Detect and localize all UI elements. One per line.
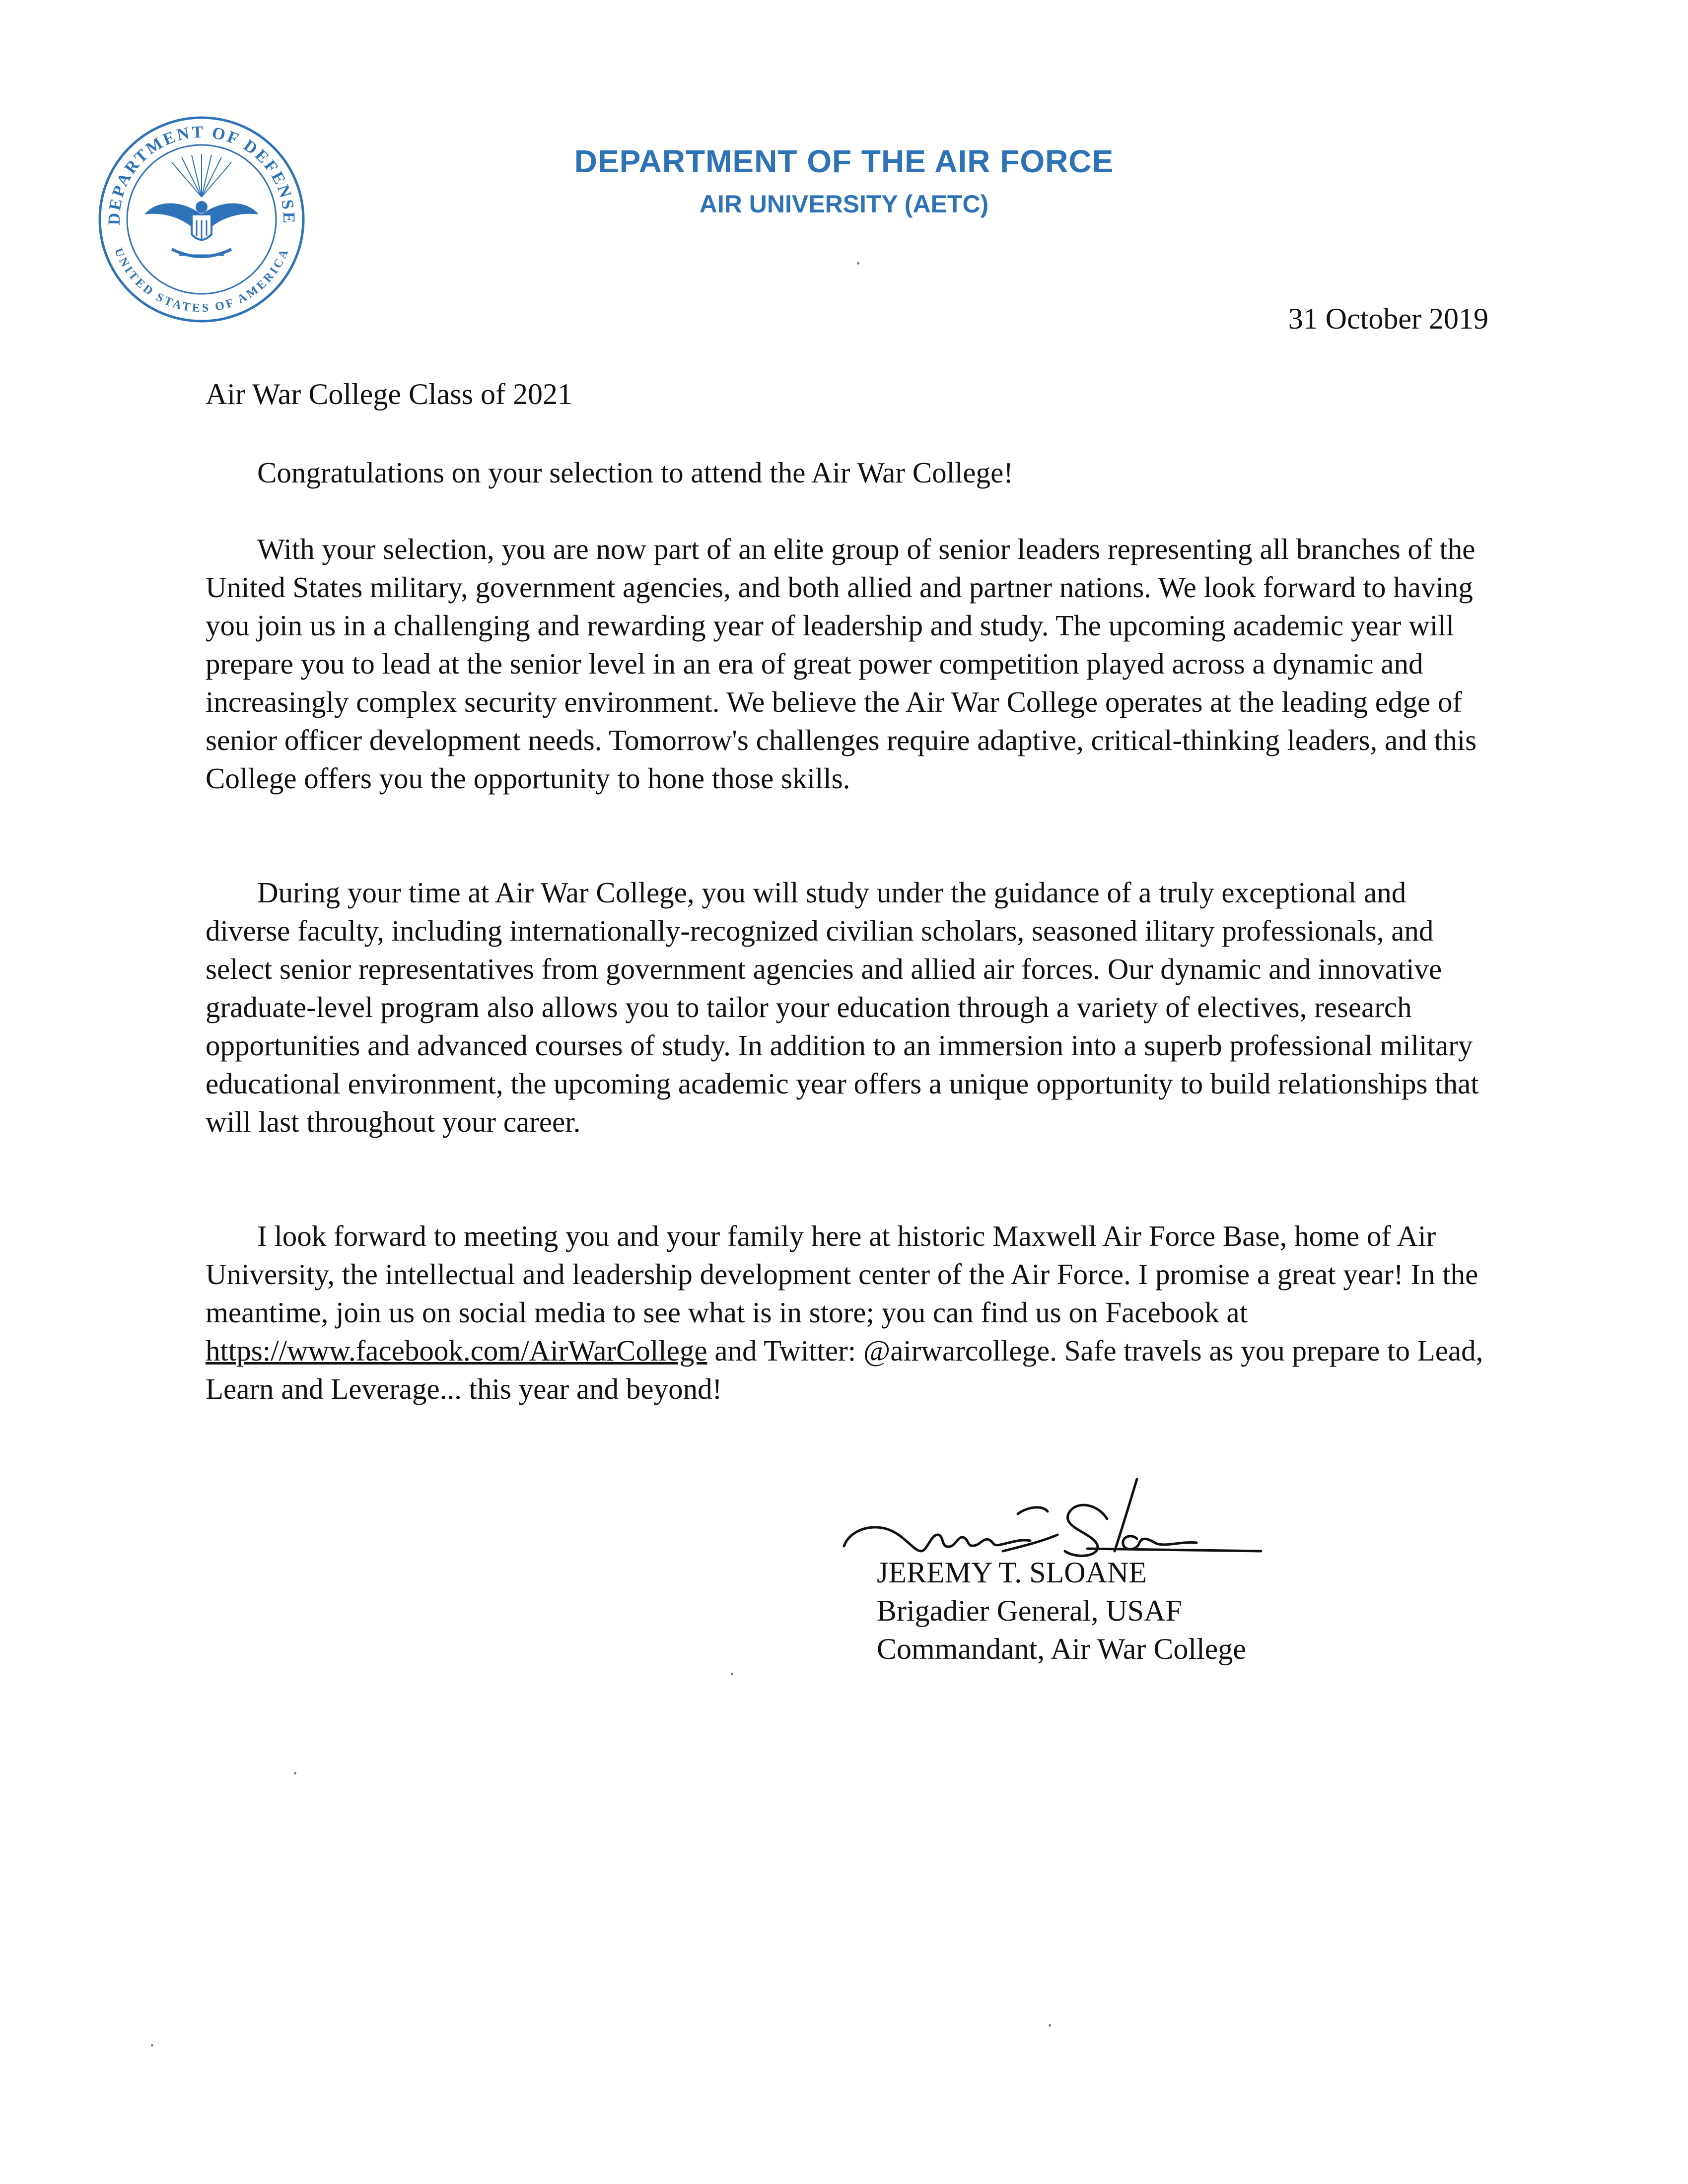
salutation: Air War College Class of 2021: [206, 378, 572, 410]
signatory-rank: Brigadier General, USAF: [877, 1594, 1182, 1627]
body-paragraph-3: [206, 1217, 1496, 1408]
scan-speck: [151, 2044, 153, 2047]
congratulations-paragraph: Congratulations on your selection to attend the Air War College!: [257, 456, 1013, 489]
signature-block: [877, 1554, 1246, 1668]
facebook-link[interactable]: https://www.facebook.com/AirWarCollege: [206, 1334, 707, 1367]
signatory-name: JEREMY T. SLOANE: [877, 1556, 1147, 1589]
signatory-title: Commandant, Air War College: [877, 1633, 1246, 1665]
handwritten-signature-icon: [839, 1449, 1266, 1564]
scan-speck: [731, 1673, 733, 1675]
dod-seal-icon: [97, 115, 306, 324]
body-paragraph-2: During your time at Air War College, you will study under the guidance of a truly exceptional and diverse faculty, including internationally-recognized civilian scholars, seasoned ilitary professionals, and select senior representatives from government agencies and allied air forces. Our dynamic and innovative graduate-level program also allows you to tailor your education through a variety of electives, research opportunities and advanced courses of study. In addition to an immersion into a superb professional military educational environment, the upcoming academic year offers a unique opportunity to build relationships that will last throughout your career.: [206, 876, 1479, 1138]
body-paragraph-1: With your selection, you are now part of an elite group of senior leaders representing all branches of the United States military, government agencies, and both allied and partner nations. We look forward to having you join us in a challenging and rewarding year of leadership and study. The upcoming academic year will prepare you to lead at the senior level in an era of great power competition played across a dynamic and increasingly complex security environment. We believe the Air War College operates at the leading edge of senior officer development needs. Tomorrow's challenges require adaptive, critical-thinking leaders, and this College offers you the opportunity to hone those skills.: [206, 533, 1477, 795]
scan-speck: [1049, 2024, 1051, 2027]
seal-bottom-text: UNITED STATES OF AMERICA: [111, 246, 292, 315]
paragraph-3-closing: and Twitter: @airwarcollege. Safe travels as you prepare to Lead, Learn and Leverage... this year and beyond!: [206, 1334, 1483, 1405]
scan-speck: [857, 262, 859, 265]
scan-speck: [294, 1772, 296, 1774]
seal-top-text: DEPARTMENT OF DEFENSE: [105, 123, 298, 225]
paragraph-3-text: I look forward to meeting you and your family here at historic Maxwell Air Force Base, home of Air University, the intellectual and leadership development center of the Air Force. I promise a great year! In the meantime, join us on social media to see what is in store; you can find us on Facebook at: [206, 1220, 1478, 1329]
letter-date: 31 October 2019: [1288, 302, 1488, 335]
letterhead-subtitle: AIR UNIVERSITY (AETC): [699, 190, 989, 218]
letterhead-title: DEPARTMENT OF THE AIR FORCE: [574, 143, 1114, 179]
